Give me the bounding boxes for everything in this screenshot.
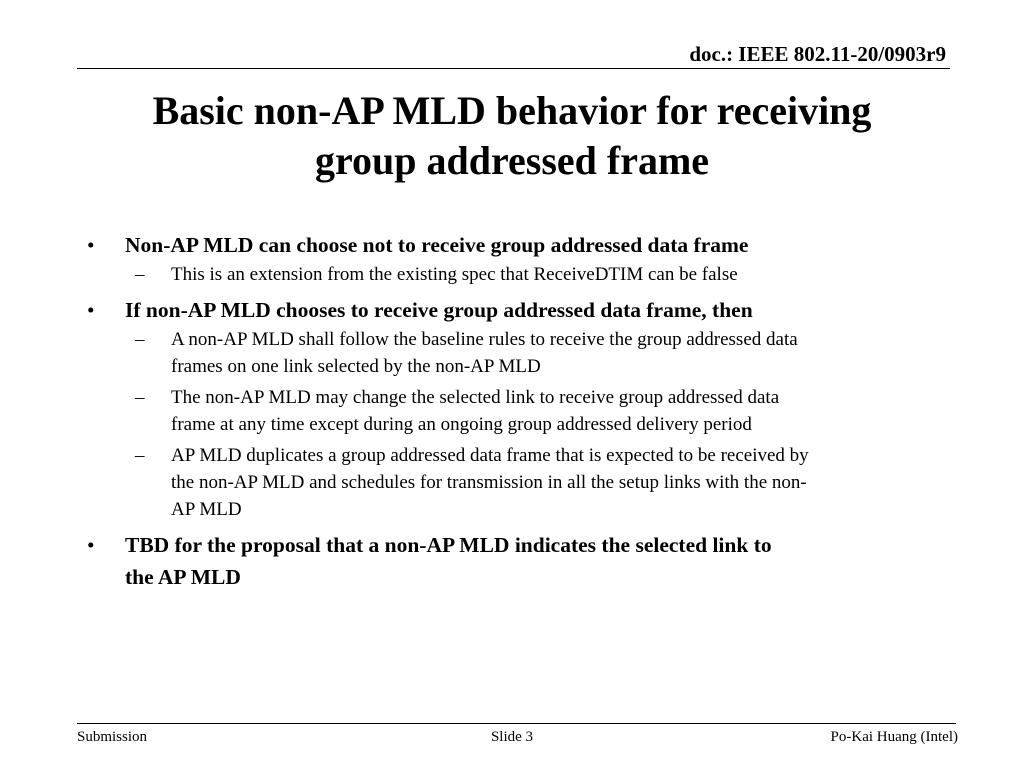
sub-bullet-text-line: This is an extension from the existing spec that ReceiveDTIM can be false [171, 264, 738, 285]
bullet-item [0, 229, 1024, 261]
header-divider [77, 68, 950, 69]
sub-bullet-text-line: AP MLD duplicates a group addressed data frame that is expected to be received by [171, 445, 809, 466]
bullet-text [125, 229, 945, 261]
sub-bullet-marker: – [135, 445, 145, 466]
sub-bullet-marker: – [135, 329, 145, 350]
sub-bullet-marker: – [135, 264, 145, 285]
bullet-marker: • [87, 533, 95, 557]
bullet-item [0, 294, 1024, 326]
footer-submission: Submission [77, 729, 148, 745]
sub-bullet-text-line: A non-AP MLD shall follow the baseline rules to receive the group addressed data [171, 329, 798, 350]
footer-author: Po-Kai Huang (Intel) [830, 729, 958, 745]
bullet-item [0, 529, 1024, 593]
sub-bullet-text-line: frame at any time except during an ongoing group addressed delivery period [171, 414, 752, 435]
sub-bullet-item [0, 384, 1024, 438]
sub-bullet-text-line: frames on one link selected by the non-AP MLD [171, 356, 541, 377]
footer-divider [77, 723, 956, 724]
bullet-text [125, 529, 945, 593]
slide-title-line: Basic non-AP MLD behavior for receiving [152, 88, 872, 133]
sub-bullet-text-line: The non-AP MLD may change the selected link to receive group addressed data [171, 387, 780, 408]
slide-number: Slide 3 [490, 729, 534, 745]
sub-bullet-text [171, 384, 951, 438]
sub-bullet-text-line: AP MLD [171, 499, 242, 520]
sub-bullet-item [0, 326, 1024, 380]
bullet-marker: • [87, 233, 95, 257]
sub-bullet-text [171, 261, 951, 288]
slide-title [80, 86, 944, 186]
bullet-text-line: Non-AP MLD can choose not to receive group addressed data frame [125, 233, 749, 257]
bullet-text-line: the AP MLD [125, 565, 241, 589]
sub-bullet-marker: – [135, 387, 145, 408]
bullet-text-line: If non-AP MLD chooses to receive group addressed data frame, then [125, 298, 753, 322]
sub-bullet-text [171, 326, 951, 380]
bullet-text-line: TBD for the proposal that a non-AP MLD indicates the selected link to [125, 533, 772, 557]
slide-content [0, 229, 1024, 593]
sub-bullet-item [0, 261, 1024, 288]
slide-title-line: group addressed frame [314, 138, 710, 183]
sub-bullet-text [171, 442, 951, 523]
sub-bullet-text-line: the non-AP MLD and schedules for transmission in all the setup links with the non- [171, 472, 807, 493]
document-id: doc.: IEEE 802.11-20/0903r9 [689, 42, 946, 66]
sub-bullet-item [0, 442, 1024, 523]
bullet-marker: • [87, 298, 95, 322]
bullet-text [125, 294, 945, 326]
